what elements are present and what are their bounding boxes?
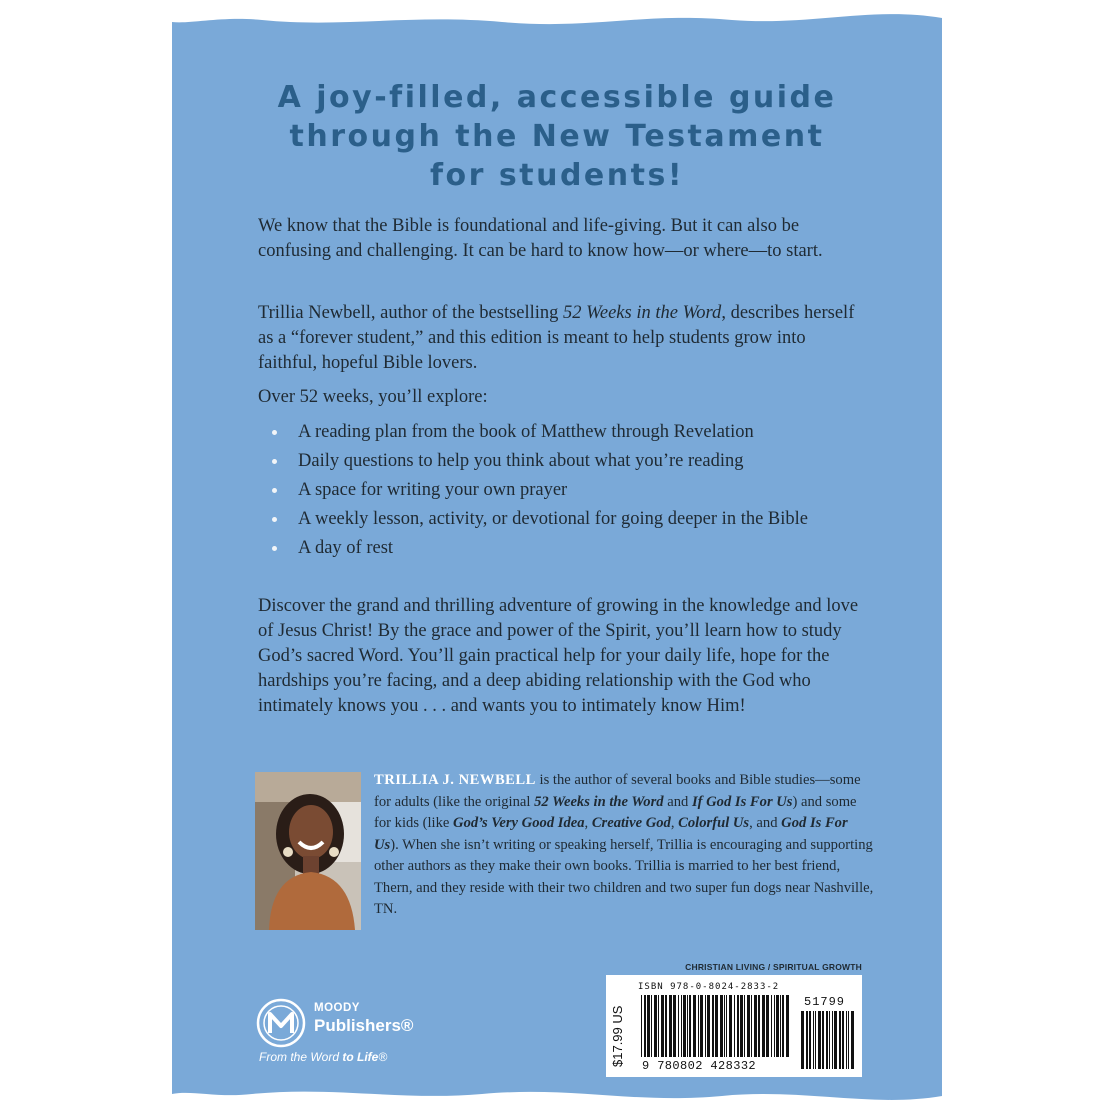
price-text: $17.99 US — [610, 1005, 625, 1067]
barcode-bar — [851, 1011, 854, 1069]
bio-text: is the author of several books and Bible studies—some for adults (like the original — [374, 772, 861, 810]
barcode-bar — [766, 995, 769, 1057]
barcode-bar — [665, 995, 667, 1057]
price-label — [606, 985, 628, 1069]
barcode-bar — [705, 995, 706, 1057]
feature-list-item — [268, 478, 868, 503]
barcode-bar — [707, 995, 710, 1057]
feature-list-item — [268, 507, 868, 532]
barcode-bar — [848, 1011, 849, 1069]
barcode-bar — [744, 995, 745, 1057]
barcode-bar — [681, 995, 682, 1057]
barcode-bar — [818, 1011, 821, 1069]
bullet-icon — [272, 546, 277, 551]
barcode-bar — [700, 995, 703, 1057]
author-bio — [374, 770, 874, 921]
barcode-bar — [669, 995, 672, 1057]
intro-paragraph: We know that the Bible is foundational and life-giving. But it can also be confusing and challenging. It can be hard to know how—or where—to start. — [258, 216, 823, 261]
barcode-bar — [839, 1011, 841, 1069]
barcode-bar — [815, 1011, 816, 1069]
barcode-bar — [724, 995, 725, 1057]
author-name: TRILLIA J. NEWBELL — [374, 772, 536, 788]
barcode-bar — [780, 995, 781, 1057]
barcode-bar — [834, 1011, 837, 1069]
barcode-bar — [693, 995, 696, 1057]
publisher-name-line2: Publishers® — [314, 1016, 414, 1035]
bio-text: ). When she isn’t writing or speaking herself, Trillia is encouraging and supporting other authors as they make their own books. Trillia is married to her best friend, Thern, and they reside with their two children and two super fun dogs near Nashville, TN. — [374, 836, 874, 917]
barcode-bar — [782, 995, 784, 1057]
bio-text: , — [670, 815, 679, 831]
book-title: 52 Weeks in the Word — [563, 303, 722, 323]
moody-m-icon — [256, 998, 306, 1048]
feature-list-item — [268, 536, 868, 561]
barcode-bar — [842, 1011, 844, 1069]
bottom-wave-decoration — [172, 1074, 942, 1114]
barcode-bar — [832, 1011, 833, 1069]
bullet-icon — [272, 430, 277, 435]
barcode-panel — [606, 975, 862, 1077]
book-title: Colorful Us — [678, 815, 750, 831]
book-title: Creative God — [591, 815, 671, 831]
feature-list-item — [268, 449, 868, 474]
publisher-logo — [256, 990, 476, 1080]
headline-line: A joy-filled, accessible guide — [277, 80, 837, 115]
barcode-bar — [751, 995, 752, 1057]
feature-list-item — [268, 420, 868, 445]
barcode-bar — [683, 995, 686, 1057]
author-intro-paragraph — [258, 301, 868, 376]
author-intro-text: Trillia Newbell, author of the bestselling — [258, 303, 564, 323]
barcode-bar — [641, 995, 642, 1057]
headline — [172, 78, 942, 195]
barcode-bar — [806, 1011, 808, 1069]
bio-text: , and — [749, 815, 782, 831]
barcode-bar — [698, 995, 699, 1057]
bio-text: , — [584, 815, 592, 831]
barcode-bar — [801, 1011, 804, 1069]
barcode-bar — [846, 1011, 847, 1069]
barcode-bar — [737, 995, 739, 1057]
book-title: God’s Very Good Idea — [453, 815, 585, 831]
book-back-cover — [172, 0, 942, 1114]
barcode-bar — [644, 995, 646, 1057]
isbn-barcode — [640, 995, 790, 1057]
tagline-text: From the Word — [259, 1050, 343, 1064]
bullet-icon — [272, 488, 277, 493]
publisher-name-line1: MOODY — [314, 1002, 360, 1014]
explore-lead-in: Over 52 weeks, you’ll explore: — [258, 387, 488, 407]
top-wave-decoration — [172, 0, 942, 40]
barcode-bar — [651, 995, 652, 1057]
barcode-bar — [754, 995, 757, 1057]
closing-paragraph: Discover the grand and thrilling adventure of growing in the knowledge and love of Jesus Christ! By the grace and power of the Spirit, you’ll learn how to study God’s sacred Word. You’ll gain practical help for your daily life, hope for the hardships you’re facing, and a deep abiding relationship with the God who intimately knows you . . . and wants you to intimately know Him! — [258, 596, 859, 716]
barcode-bar — [712, 995, 714, 1057]
barcode-bar — [729, 995, 732, 1057]
barcode-bar — [689, 995, 691, 1057]
barcode-bar — [740, 995, 743, 1057]
barcode-bar — [678, 995, 679, 1057]
barcode-bar — [809, 1011, 811, 1069]
bullet-icon — [272, 459, 277, 464]
barcode-bar — [647, 995, 650, 1057]
headline-line: for students! — [429, 158, 684, 193]
barcode-bar — [813, 1011, 814, 1069]
barcode-bar — [654, 995, 657, 1057]
barcode-bar — [762, 995, 765, 1057]
barcode-bar — [774, 995, 775, 1057]
barcode-bar — [720, 995, 723, 1057]
feature-text: A weekly lesson, activity, or devotional for going deeper in the Bible — [298, 509, 808, 529]
barcode-bar — [829, 1011, 830, 1069]
barcode-bar — [734, 995, 735, 1057]
book-title: God Is For Us — [374, 815, 848, 853]
feature-list — [268, 420, 868, 565]
bullet-icon — [272, 517, 277, 522]
barcode-bar — [826, 1011, 828, 1069]
barcode-bar — [673, 995, 676, 1057]
barcode-bar — [776, 995, 779, 1057]
barcode-bar — [658, 995, 659, 1057]
bio-text: ) and some for kids (like — [374, 793, 857, 831]
barcode-bar — [758, 995, 760, 1057]
barcode-bar — [822, 1011, 824, 1069]
ean-digits: 9 780802 428332 — [642, 1059, 757, 1073]
feature-text: A space for writing your own prayer — [298, 480, 568, 500]
author-photo — [255, 772, 361, 930]
barcode-bar — [661, 995, 664, 1057]
book-title: If God Is For Us — [691, 793, 793, 810]
tagline-mark: ® — [378, 1050, 388, 1064]
price-addon-barcode — [800, 1011, 856, 1069]
category-label: CHRISTIAN LIVING / SPIRITUAL GROWTH — [685, 962, 862, 972]
book-title: 52 Weeks in the Word — [534, 793, 664, 810]
tagline-emphasis: to Life — [342, 1050, 379, 1064]
barcode-bar — [726, 995, 727, 1057]
barcode-bar — [786, 995, 789, 1057]
barcode-bar — [771, 995, 772, 1057]
price-addon-digits: 51799 — [804, 995, 846, 1009]
publisher-tagline — [259, 1050, 387, 1064]
author-intro-text: , describes herself as a “forever student,” and this edition is meant to help students grow into faithful, hopeful Bible lovers. — [258, 303, 855, 373]
barcode-bar — [747, 995, 750, 1057]
feature-text: Daily questions to help you think about what you’re reading — [298, 451, 744, 471]
bio-text: and — [663, 793, 692, 810]
headline-line: through the New Testament — [289, 119, 825, 154]
isbn-label: ISBN 978-0-8024-2833-2 — [638, 982, 780, 992]
barcode-bar — [715, 995, 718, 1057]
feature-text: A day of rest — [298, 538, 394, 558]
barcode-bar — [687, 995, 688, 1057]
feature-text: A reading plan from the book of Matthew through Revelation — [298, 422, 754, 442]
